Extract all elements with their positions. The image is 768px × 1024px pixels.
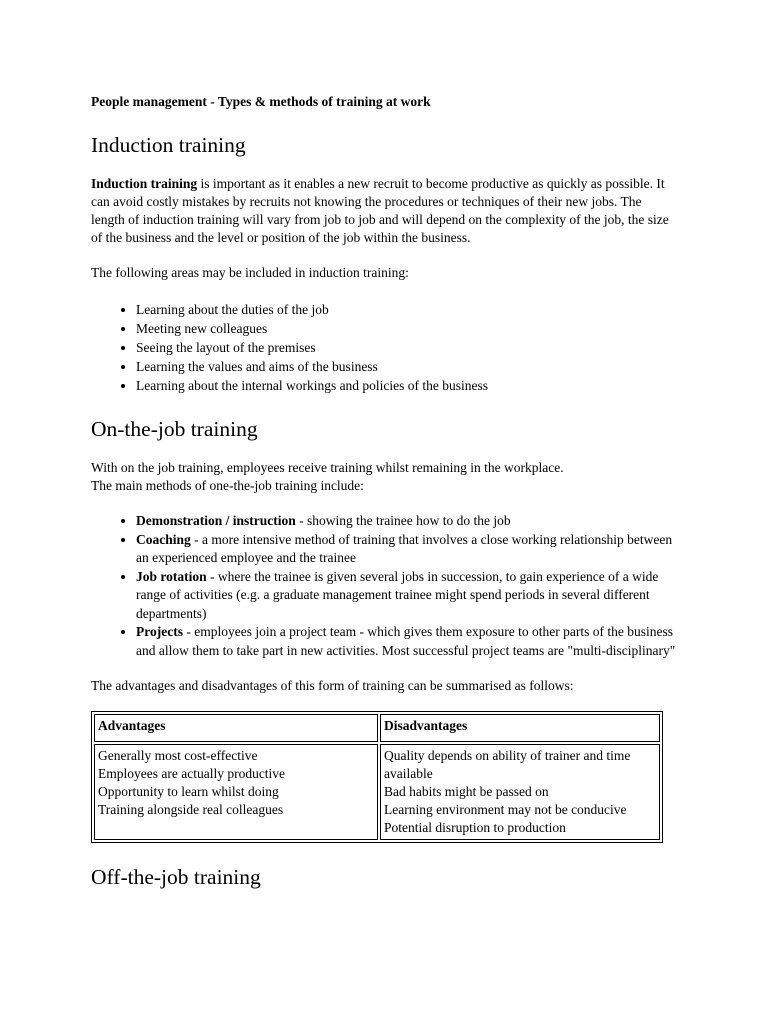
list-item xyxy=(136,623,681,660)
list-item: • Meeting new colleagues xyxy=(136,319,681,338)
on-the-job-intro xyxy=(91,459,681,495)
disadvantages-cell xyxy=(380,744,660,840)
pros-cons-table xyxy=(91,711,663,843)
induction-areas-intro: The following areas may be included in induction training: xyxy=(91,265,409,280)
on-the-job-intro-line-2: The main methods of one-the-job training include: xyxy=(91,478,364,493)
advantage-item: Employees are actually productive xyxy=(98,766,286,781)
disadvantages-header: Disadvantages xyxy=(380,714,660,742)
method-description: - employees join a project team - which gives them exposure to other parts of the business and allow them to take part in new activities. Most successful project teams are "multi-disciplinary" xyxy=(136,624,676,658)
induction-heading: Induction training xyxy=(91,133,246,157)
disadvantage-item: Learning environment may not be conducive xyxy=(384,802,627,817)
on-the-job-intro-line-1: With on the job training, employees receive training whilst remaining in the workplace. xyxy=(91,460,564,475)
method-term: Demonstration / instruction xyxy=(136,513,296,528)
training-methods-list xyxy=(91,512,681,660)
advantages-header: Advantages xyxy=(94,714,378,742)
method-description: - showing the trainee how to do the job xyxy=(295,513,511,528)
method-term: Job rotation xyxy=(136,568,207,584)
list-item: • Learning about the internal workings and policies of the business xyxy=(136,376,681,395)
method-description: - a more intensive method of training that involves a close working relationship between an experienced employee and the trainee xyxy=(136,531,673,565)
advantage-item: Generally most cost-effective xyxy=(98,748,258,763)
advantages-cell xyxy=(94,744,378,840)
induction-areas-list xyxy=(91,300,681,395)
pros-cons-intro: The advantages and disadvantages of this form of training can be summarised as follows: xyxy=(91,678,574,693)
disadvantage-item: Bad habits might be passed on xyxy=(384,784,549,799)
list-item xyxy=(136,531,681,568)
advantage-item: Opportunity to learn whilst doing xyxy=(98,784,279,799)
list-item: • Seeing the layout of the premises xyxy=(136,338,681,357)
method-term: Projects xyxy=(136,624,183,639)
list-item: • Learning about the duties of the job xyxy=(136,300,681,319)
off-the-job-heading: Off-the-job training xyxy=(91,865,261,889)
induction-intro-bold: Induction training xyxy=(91,176,198,191)
document-content xyxy=(91,92,681,891)
table-row xyxy=(94,744,660,840)
method-term: Coaching xyxy=(136,531,191,547)
advantage-item: Training alongside real colleagues xyxy=(98,802,284,817)
method-description: - where the trainee is given several jobs in succession, to gain experience of a wide range of activities (e.g. a graduate management trainee might spend periods in several different departments) xyxy=(136,568,659,621)
induction-intro xyxy=(91,175,676,247)
document-title: People management - Types & methods of training at work xyxy=(91,94,431,109)
disadvantage-item: Quality depends on ability of trainer and time available xyxy=(384,748,631,781)
disadvantage-item: Potential disruption to production xyxy=(384,820,566,835)
on-the-job-heading: On-the-job training xyxy=(91,417,258,441)
table-header-row xyxy=(94,714,660,742)
induction-intro-text: is important as it enables a new recruit to become productive as quickly as possible. It can avoid costly mistakes by recruits not knowing the procedures or techniques of their new jobs. The length of induction training will vary from job to job and will depend on the complexity of the job, the size of the business and the level or position of the job within the business. xyxy=(91,176,669,245)
list-item xyxy=(136,568,681,624)
list-item xyxy=(136,512,681,531)
list-item: • Learning the values and aims of the business xyxy=(136,357,681,376)
